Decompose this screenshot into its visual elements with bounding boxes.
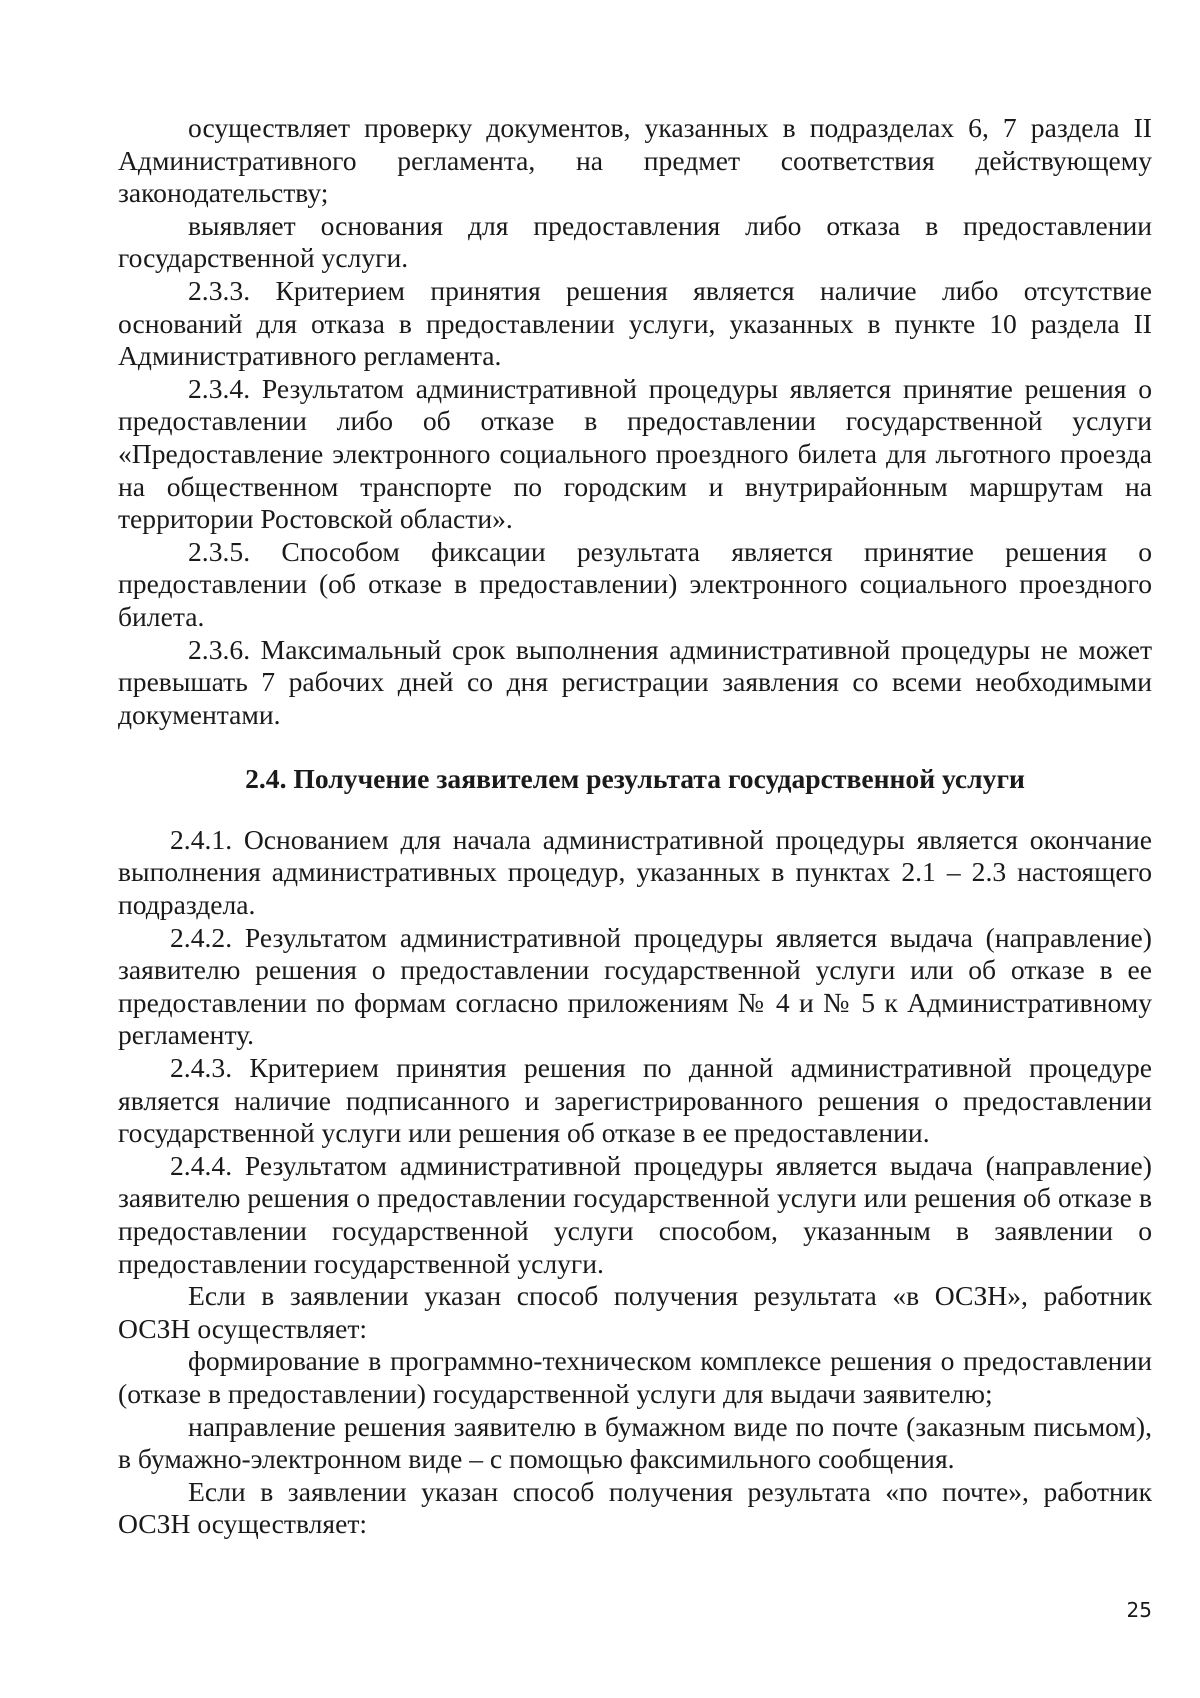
paragraph-2-4-1: 2.4.1. Основанием для начала административной процедуры является окончание выполнения административных процедур, указанных в пунктах 2.1 – 2.3 настоящего подраздела. bbox=[118, 823, 1152, 921]
paragraph-sending-decision: направление решения заявителю в бумажном виде по почте (заказным письмом), в бумажно-электронном виде – с помощью факсимильного сообщения. bbox=[118, 1410, 1152, 1475]
paragraph-2-4-4: 2.4.4. Результатом административной процедуры является выдача (направление) заявителю решения о предоставлении государственной услуги или решения об отказе в предоставлении государственной услуги способом, указанным в заявлении о предоставлении государственной услуги. bbox=[118, 1149, 1152, 1279]
paragraph-2-3-5: 2.3.5. Способом фиксации результата является принятие решения о предоставлении (об отказе в предоставлении) электронного социального проездного билета. bbox=[118, 535, 1152, 632]
paragraph-verification: осуществляет проверку документов, указанных в подразделах 6, 7 раздела II Административного регламента, на предмет соответствия действующему законодательству; bbox=[118, 112, 1152, 209]
page-number: 25 bbox=[1126, 1598, 1152, 1622]
paragraph-by-mail: Если в заявлении указан способ получения результата «по почте», работник ОСЗН осуществляет: bbox=[118, 1475, 1152, 1540]
paragraph-2-4-3: 2.4.3. Критерием принятия решения по данной административной процедуре является наличие подписанного и зарегистрированного решения о предоставлении государственной услуги или решения об отказе в ее предоставлении. bbox=[118, 1052, 1152, 1149]
section-heading: 2.4. Получение заявителем результата государственной услуги bbox=[245, 763, 1025, 795]
paragraph-2-4-2: 2.4.2. Результатом административной процедуры является выдача (направление) заявителю решения о предоставлении государственной услуги или об отказе в ее предоставлении по формам согласно приложениям № 4 и № 5 к Административному регламенту. bbox=[118, 921, 1152, 1051]
paragraph-2-3-3: 2.3.3. Критерием принятия решения является наличие либо отсутствие оснований для отказа в предоставлении услуги, указанных в пункте 10 раздела II Административного регламента. bbox=[118, 274, 1152, 372]
paragraph-2-3-4: 2.3.4. Результатом административной процедуры является принятие решения о предоставлении либо об отказе в предоставлении государственной услуги «Предоставление электронного социального проездного билета для льготного проезда на общественном транспорте по городским и внутрирайонным маршрутам на территории Ростовской области». bbox=[118, 372, 1152, 535]
document-page bbox=[118, 112, 1152, 1541]
paragraph-2-3-6: 2.3.6. Максимальный срок выполнения административной процедуры не может превышать 7 рабочих дней со дня регистрации заявления со всеми необходимыми документами. bbox=[118, 633, 1152, 730]
paragraph-in-oszn: Если в заявлении указан способ получения результата «в ОСЗН», работник ОСЗН осуществляет: bbox=[118, 1280, 1152, 1344]
paragraph-forming-decision: формирование в программно-техническом комплексе решения о предоставлении (отказе в предоставлении) государственной услуги для выдачи заявителю; bbox=[118, 1345, 1152, 1409]
paragraph-grounds: выявляет основания для предоставления либо отказа в предоставлении государственной услуги. bbox=[118, 209, 1152, 274]
